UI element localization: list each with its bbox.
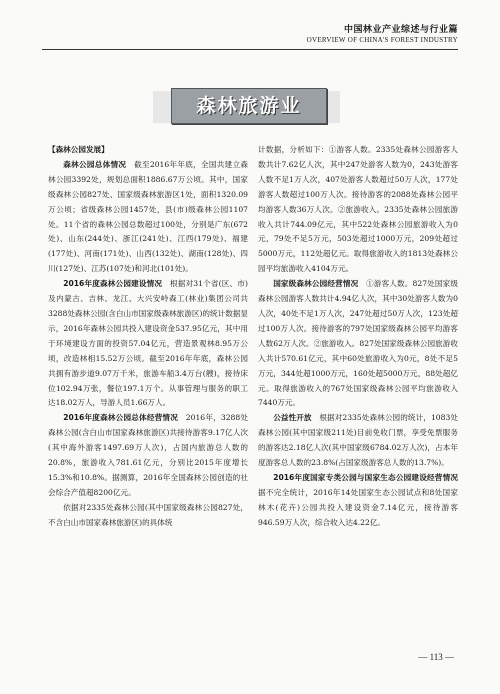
paragraph: 依据对2335处森林公园(其中国家级森林公园827处，不含白山市国家森林旅游区)的具体统 (48, 502, 248, 527)
paragraph: 2016年度国家专类公园与国家生态公园建设经营情况 据不完全统计，2016年14处国家生态公园试点和8处国家林木(花卉)公园共投入建设资金7.14亿元，接待游客946.59万人次，综合收入达4.22亿。 (258, 472, 458, 527)
left-column (48, 143, 248, 531)
page-number: — 113 — (418, 652, 454, 662)
paragraph: 2016年度森林公园建设情况 根据对31个省(区、市)及内蒙古、吉林、龙江、大兴安岭森工(林业)集团公司共3288处森林公园(含白山市国家级森林旅游区)的统计数据显示，2016年森林公园共投入建设资金537.95亿元，其中用于环境建设方面的投资57.04亿元，营造景观林8.95万公顷，改造林相15.52万公顷。截至2016年年底，森林公园共拥有游步道9.07万千米，旅游车船3.4万台(艘)，接待床位102.94万张，餐位197.1万个。从事管理与服务的职工达18.02万人，导游人员1.66万人。 (48, 279, 249, 408)
section-heading: 【森林公园发展】 (48, 145, 109, 154)
article-title: 森林旅游业 (196, 95, 302, 117)
paragraph: 计数据，分析如下：①游客人数。2335处森林公园游客人数共计7.62亿人次，其中247处游客人数为0，243处游客人数不足1万人次，407处游客人数超过50万人次，177处游客人数超过100万人次。接待游客的2088处森林公园平均游客人数36万人次。②旅游收入。2335处森林公园旅游收入共计744.09亿元，其中522处森林公园旅游收入为0元，79处不足5万元，503处超过1000万元，209处超过5000万元，112处超亿元。取得旅游收入的1813处森林公园平均旅游收入4104万元。 (258, 145, 458, 274)
paragraph: 森林公园总体情况 截至2016年年底，全国共建立森林公园3392处，规划总面积1886.67万公顷。其中，国家级森林公园827处、国家级森林旅游区1处，面积1320.09万公顷；省级森林公园1457处，县(市)级森林公园1107处。11个省的森林公园总数超过100处，分别是广东(672处)、山东(244处)、浙江(241处)、江西(179处)、福建(177处)、河南(171处)、山西(132处)、湖南(128处)、四川(127处)、江苏(107处)和河北(101处)。 (48, 159, 249, 274)
paragraph: 2016年度森林公园总体经营情况 2016年，3288处森林公园(含白山市国家森林旅游区)共接待游客9.17亿人次(其中海外游客1497.69万人次)，占国内旅游总人数的20.8%，旅游收入781.61亿元，分别比2015年度增长15.3%和10.8%。据测算，2016年全国森林公园创造的社会综合产值超8200亿元。 (48, 413, 249, 497)
paragraph: 公益性开放 根据对2335处森林公园的统计，1083处森林公园(其中国家级211处)目前免收门票，享受免票服务的游客达2.18亿人次(其中国家级6784.02万人次)，占本年度游客总人数的23.8%(占国家级游客总人数的13.7%)。 (258, 413, 458, 468)
running-header-en: OVERVIEW OF CHINA'S FOREST INDUSTRY (306, 36, 458, 44)
right-column (258, 143, 458, 531)
paragraph: 国家级森林公园经营情况 ①游客人数。827处国家级森林公园游客人数共计4.94亿人次，其中30处游客人数为0人次，40处不足1万人次，247处超过50万人次，123处超过100万人次。接待游客的797处国家级森林公园平均游客人数62万人次。②旅游收入。827处国家级森林公园旅游收入共计570.61亿元，其中60处旅游收入为0元，8处不足5万元，344处超1000万元，160处超5000万元，88处超亿元。取得旅游收入的767处国家级森林公园平均旅游收入7440万元。 (258, 279, 459, 408)
running-header-cn: 中国林业产业综述与行业篇 (343, 25, 458, 35)
header-rule (42, 49, 458, 50)
